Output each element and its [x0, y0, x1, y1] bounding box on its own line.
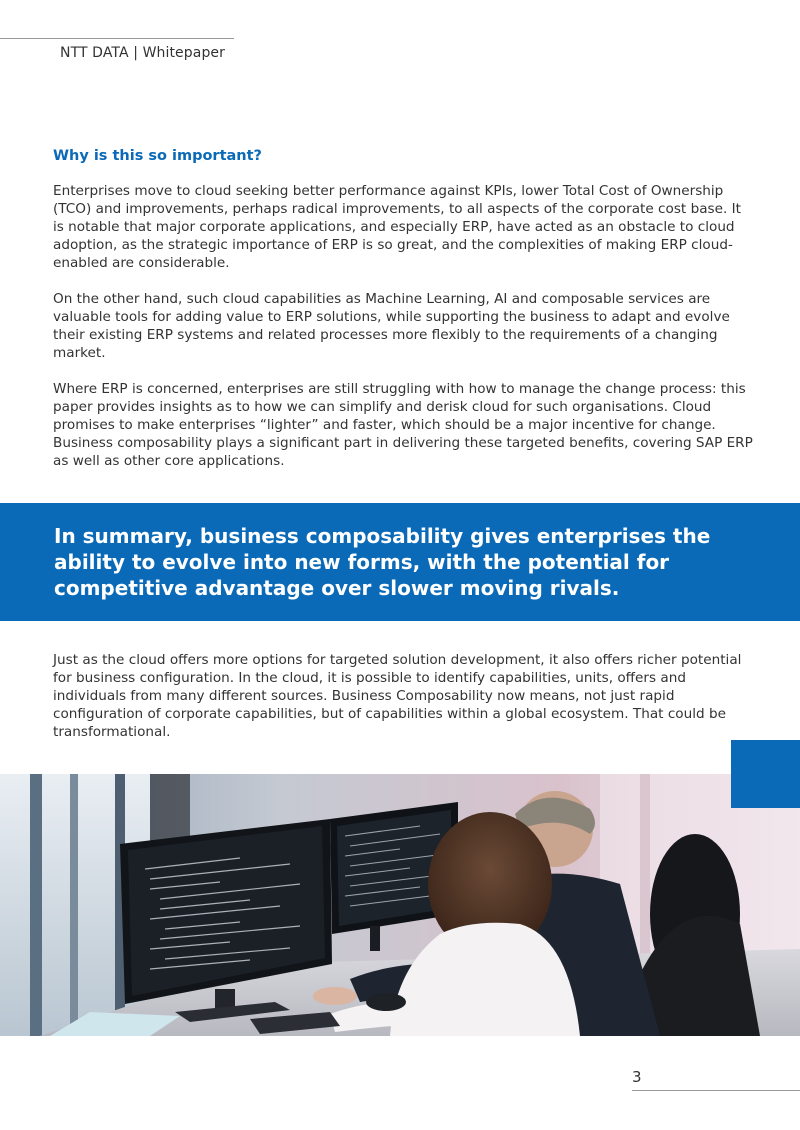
- header-brand: NTT DATA | Whitepaper: [60, 45, 225, 61]
- office-photo: [0, 774, 800, 1036]
- summary-callout: [0, 503, 800, 621]
- paragraph-1: Enterprises move to cloud seeking better performance against KPIs, lower Total Cost of Ownership (TCO) and improvements, perhaps radical improvements, to all aspects of the corporate cost base. It is notable that major corporate applications, and especially ERP, have acted as an obstacle to cloud adoption, as the strategic importance of ERP is so great, and the complexities of making ERP cloud-enabled are considerable.: [53, 183, 741, 271]
- section-title: Why is this so important?: [53, 148, 262, 164]
- paragraph-2: On the other hand, such cloud capabilities as Machine Learning, AI and composable services are valuable tools for adding value to ERP solutions, while supporting the business to adapt and evolve their existing ERP systems and related processes more flexibly to the requirements of a changing market.: [53, 291, 730, 361]
- paragraph-3: Where ERP is concerned, enterprises are still struggling with how to manage the change process: this paper provides insights as to how we can simplify and derisk cloud for such organisations. Cloud promises to make enterprises “lighter” and faster, which should be a major incentive for change. Business composability plays a significant part in delivering these targeted benefits, covering SAP ERP as well as other core applications.: [53, 381, 753, 469]
- accent-square: [731, 740, 800, 808]
- intro-section: [53, 146, 753, 488]
- footer-rule: [632, 1090, 800, 1091]
- closing-paragraph: Just as the cloud offers more options for targeted solution development, it also offers richer potential for business configuration. In the cloud, it is possible to identify capabilities, units, offers and individuals from many different sources. Business Composability now means, not just rapid configuration of corporate capabilities, but of capabilities within a global ecosystem. That could be transformational.: [53, 652, 742, 740]
- summary-text: In summary, business composability gives enterprises the ability to evolve into new forms, with the potential for competitive advantage over slower moving rivals.: [54, 524, 711, 600]
- closing-section: [53, 651, 753, 759]
- page-number: 3: [632, 1068, 642, 1086]
- header-rule: [0, 38, 234, 39]
